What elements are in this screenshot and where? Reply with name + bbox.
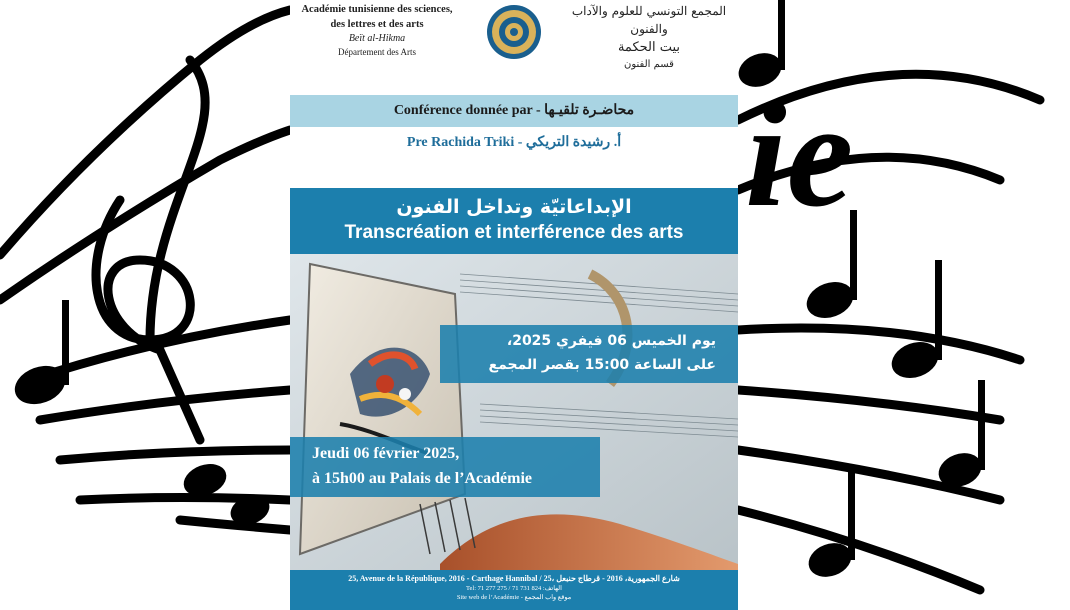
title-french: Transcréation et interférence des arts — [344, 222, 684, 243]
header-ar-line3: قسم الفنون — [624, 59, 674, 70]
title-band — [290, 188, 738, 254]
header-ar-line2: بيت الحكمة — [617, 40, 681, 55]
footer-contact — [290, 570, 738, 610]
date-fr-line2: à 15h00 au Palais de l’Académie — [312, 470, 532, 487]
date-fr-line1: Jeudi 06 février 2025, — [312, 445, 460, 462]
title-arabic: الإبداعاتيّة وتداخل الفنون — [396, 196, 632, 218]
footer-address: 25, Avenue de la République, 2016 - Carthage Hannibal / 25، شارع الجمهورية، 2016 - قرطاج حنبعل — [348, 574, 680, 583]
footer-phone: Tel: 71 277 275 / 71 731 824 :الهاتف — [466, 585, 562, 592]
date-ar-line1: يوم الخميس 06 فيفري 2025، — [506, 333, 716, 349]
speaker-name: Pre Rachida Triki - أ. رشيدة التريكي — [406, 135, 622, 150]
header-fr-line1: Académie tunisienne des sciences, — [301, 4, 453, 15]
date-french-banner — [290, 437, 600, 497]
painting-image — [290, 254, 738, 570]
header-fr-line3: Beït al-Hikma — [348, 33, 406, 44]
conference-poster — [290, 0, 738, 610]
header-fr-line2: des lettres et des arts — [330, 19, 424, 30]
svg-text:ie: ie — [745, 72, 854, 238]
header-arabic — [564, 2, 734, 72]
header-fr-line4: Département des Arts — [338, 47, 416, 57]
header-french — [292, 2, 462, 59]
date-ar-line2: على الساعة 15:00 بقصر المجمع — [488, 357, 716, 373]
conference-label: Conférence donnée par - محاضـرة تلقيـها — [290, 95, 738, 127]
header-ar-line1: المجمع التونسي للعلوم والآداب والفنون — [571, 4, 727, 36]
academy-logo-icon — [486, 4, 542, 60]
date-arabic-banner — [440, 325, 738, 383]
footer-website: Site web de l’Académie - موقع واب المجمع — [456, 594, 572, 601]
